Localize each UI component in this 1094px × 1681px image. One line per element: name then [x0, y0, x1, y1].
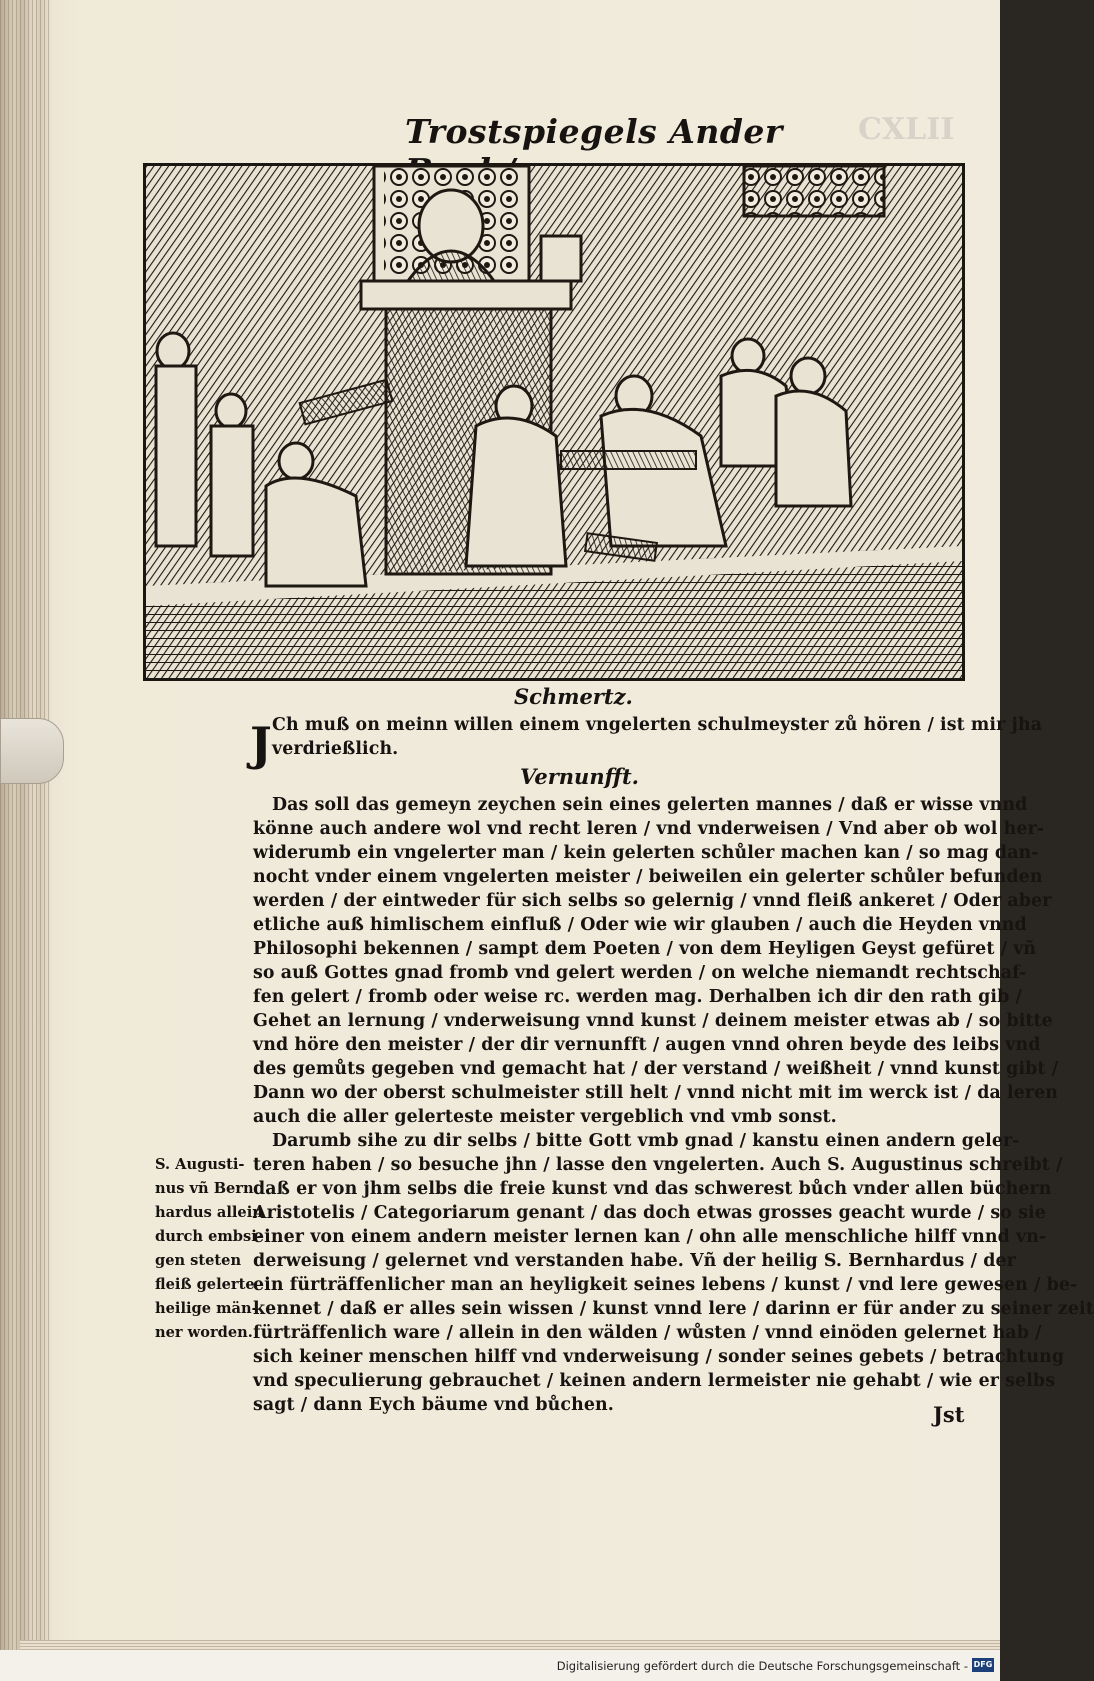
margin-note-line: heilige män- — [155, 1300, 258, 1317]
margin-note-line: gen steten — [155, 1252, 242, 1269]
heading-schmertz: Schmertz. — [514, 684, 633, 709]
woodcut-illustration — [143, 163, 965, 681]
schoolroom-woodcut — [146, 166, 962, 678]
text-line: fürträffenlich ware / allein in den wälden / wůsten / vnnd einöden gelernet hab / — [253, 1323, 1042, 1343]
margin-note-line: fleiß gelerte — [155, 1276, 255, 1293]
heading-vernunfft: Vernunfft. — [520, 764, 639, 789]
text-line: sich keiner menschen hilff vnd vnderweisung / sonder seines gebets / betrachtung — [253, 1347, 1065, 1367]
text-line: Ch muß on meinn willen einem vngelerten schulmeyster zů hören / ist mir jha — [272, 715, 1043, 735]
margin-note-line: S. Augusti- — [155, 1156, 245, 1173]
text-line: Das soll das gemeyn zeychen sein eines gelerten mannes / daß er wisse vnnd — [272, 795, 1028, 815]
text-line: etliche auß himlischem einfluß / Oder wie wir glauben / auch die Heyden vnnd — [253, 915, 1027, 935]
bleed-through-folio: CXLII — [858, 112, 955, 147]
page-edges — [0, 0, 52, 1650]
catchword: Jst — [933, 1402, 965, 1427]
funding-credit: Digitalisierung gefördert durch die Deutsche Forschungsgemeinschaft - — [556, 1659, 968, 1673]
text-line: fen gelert / fromb oder weise rc. werden mag. Derhalben ich dir den rath gib / — [253, 987, 1023, 1007]
text-line: könne auch andere wol vnd recht leren / vnd vnderweisen / Vnd aber ob wol her- — [253, 819, 1045, 839]
text-line: sagt / dann Eych bäume vnd bůchen. — [253, 1395, 614, 1415]
text-line: vnd höre den meister / der dir vernunfft / augen vnnd ohren beyde des leibs vnd — [253, 1035, 1041, 1055]
text-line: auch die aller gelerteste meister vergeblich vnd vmb sonst. — [253, 1107, 837, 1127]
text-line: teren haben / so besuche jhn / lasse den vngelerten. Auch S. Augustinus schreibt / — [253, 1155, 1063, 1175]
text-line: daß er von jhm selbs die freie kunst vnd das schwerest bůch vnder allen büchern — [253, 1179, 1052, 1199]
footer-bar — [0, 1650, 1000, 1681]
text-line: werden / der eintweder für sich selbs so gelernig / vnnd fleiß ankeret / Oder aber — [253, 891, 1052, 911]
text-line: vnd speculierung gebrauchet / keinen andern lermeister nie gehabt / wie er selbs — [253, 1371, 1056, 1391]
text-line: ein fürträffenlicher man an heyligkeit seines lebens / kunst / vnd lere gewesen / be- — [253, 1275, 1078, 1295]
text-line: verdrießlich. — [272, 739, 399, 759]
text-line: Aristotelis / Categoriarum genant / das doch etwas grosses geacht wurde / so sie — [253, 1203, 1046, 1223]
text-line: Philosophi bekennen / sampt dem Poeten / von dem Heyligen Geyst gefüret / vñ — [253, 939, 1037, 959]
text-line: so auß Gottes gnad fromb vnd gelert werden / on welche niemandt rechtschaf- — [253, 963, 1027, 983]
drop-capital: J — [250, 717, 272, 771]
bottom-page-edges — [20, 1640, 1000, 1650]
page-clip — [0, 718, 64, 784]
margin-note-line: durch embsi- — [155, 1228, 263, 1245]
text-line: widerumb ein vngelerter man / kein gelerten schůler machen kan / so mag dan- — [253, 843, 1039, 863]
text-line: einer von einem andern meister lernen kan / ohn alle menschliche hilff vnnd vn- — [253, 1227, 1047, 1247]
text-line: Gehet an lernung / vnderweisung vnnd kunst / deinem meister etwas ab / so bitte — [253, 1011, 1053, 1031]
text-line: derweisung / gelernet vnd verstanden habe. Vñ der heilig S. Bernhardus / der — [253, 1251, 1016, 1271]
page-title: Trostspiegels Ander — [405, 112, 783, 151]
margin-note-line: nus vñ Bern — [155, 1180, 254, 1197]
margin-note-line: ner worden. — [155, 1324, 253, 1341]
text-line: Darumb sihe zu dir selbs / bitte Gott vmb gnad / kanstu einen andern geler- — [272, 1131, 1020, 1151]
margin-note-line: hardus allein — [155, 1204, 263, 1221]
text-line: kennet / daß er alles sein wissen / kunst vnnd lere / darinn er für ander zu seiner zeit — [253, 1299, 1094, 1319]
text-line: nocht vnder einem vngelerten meister / beiweilen ein gelerter schůler befunden — [253, 867, 1043, 887]
text-line: des gemůts gegeben vnd gemacht hat / der verstand / weißheit / vnnd kunst gibt / — [253, 1059, 1059, 1079]
dfg-logo: DFG — [972, 1658, 994, 1672]
text-line: Dann wo der oberst schulmeister still helt / vnnd nicht mit im werck ist / da leren — [253, 1083, 1059, 1103]
